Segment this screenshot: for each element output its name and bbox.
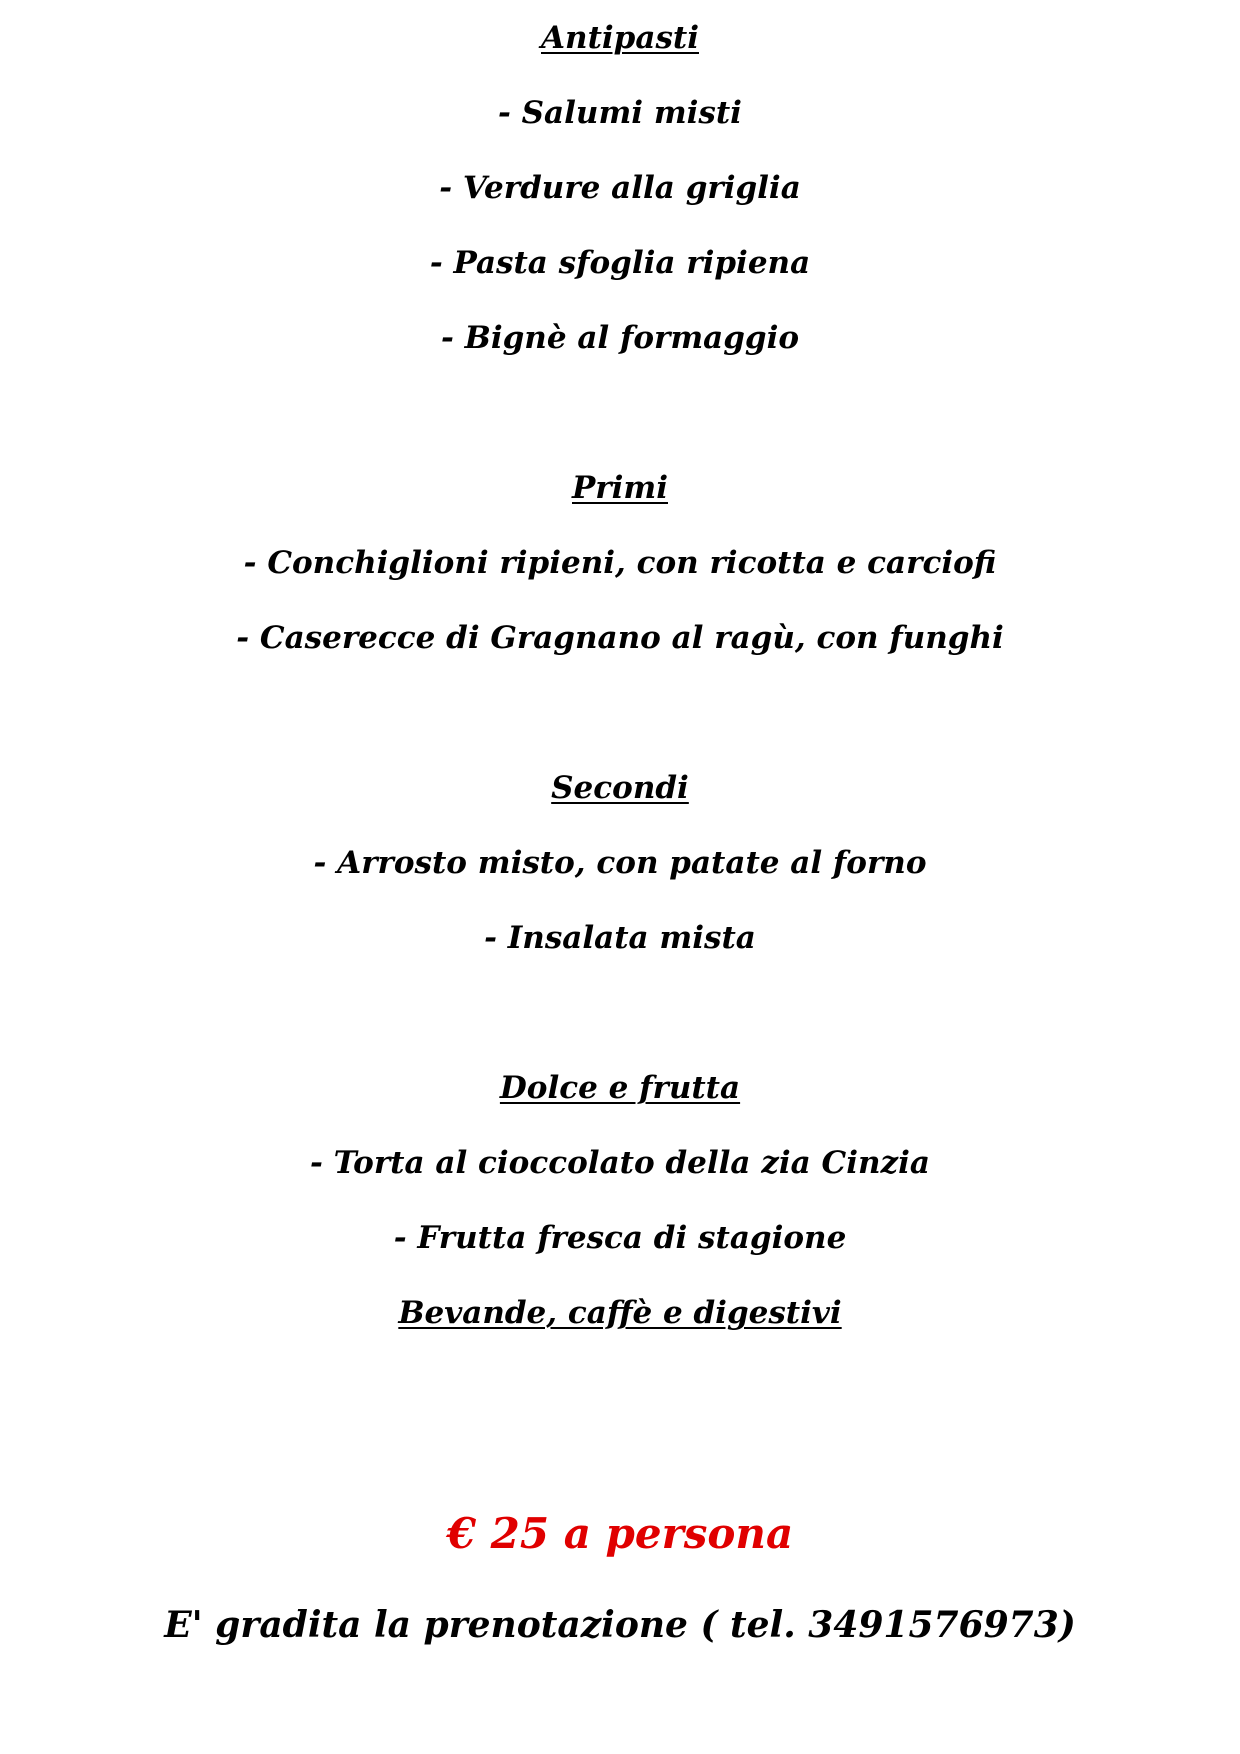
heading-primi: Primi [572,470,668,506]
menu-item: - Torta al cioccolato della zia Cinzia [310,1145,930,1181]
menu-item: - Verdure alla griglia [439,170,801,206]
menu-item: - Frutta fresca di stagione [393,1220,847,1256]
menu-item: - Pasta sfoglia ripiena [429,245,811,281]
menu-item: - Conchiglioni ripieni, con ricotta e carciofi [243,545,997,581]
heading-antipasti: Antipasti [541,20,699,56]
price-per-person: € 25 a persona [446,1509,794,1558]
menu-item: - Salumi misti [498,95,742,131]
menu-item: - Arrosto misto, con patate al forno [313,845,927,881]
menu-item: - Bignè al formaggio [440,320,800,356]
menu-item: - Insalata mista [484,920,756,956]
booking-note: E' gradita la prenotazione ( tel. 3491576973) [164,1604,1076,1646]
heading-dolce-e-frutta: Dolce e frutta [499,1070,741,1106]
heading-bevande: Bevande, caffè e digestivi [398,1295,842,1331]
heading-secondi: Secondi [551,770,689,806]
menu-item: - Caserecce di Gragnano al ragù, con funghi [236,620,1004,656]
